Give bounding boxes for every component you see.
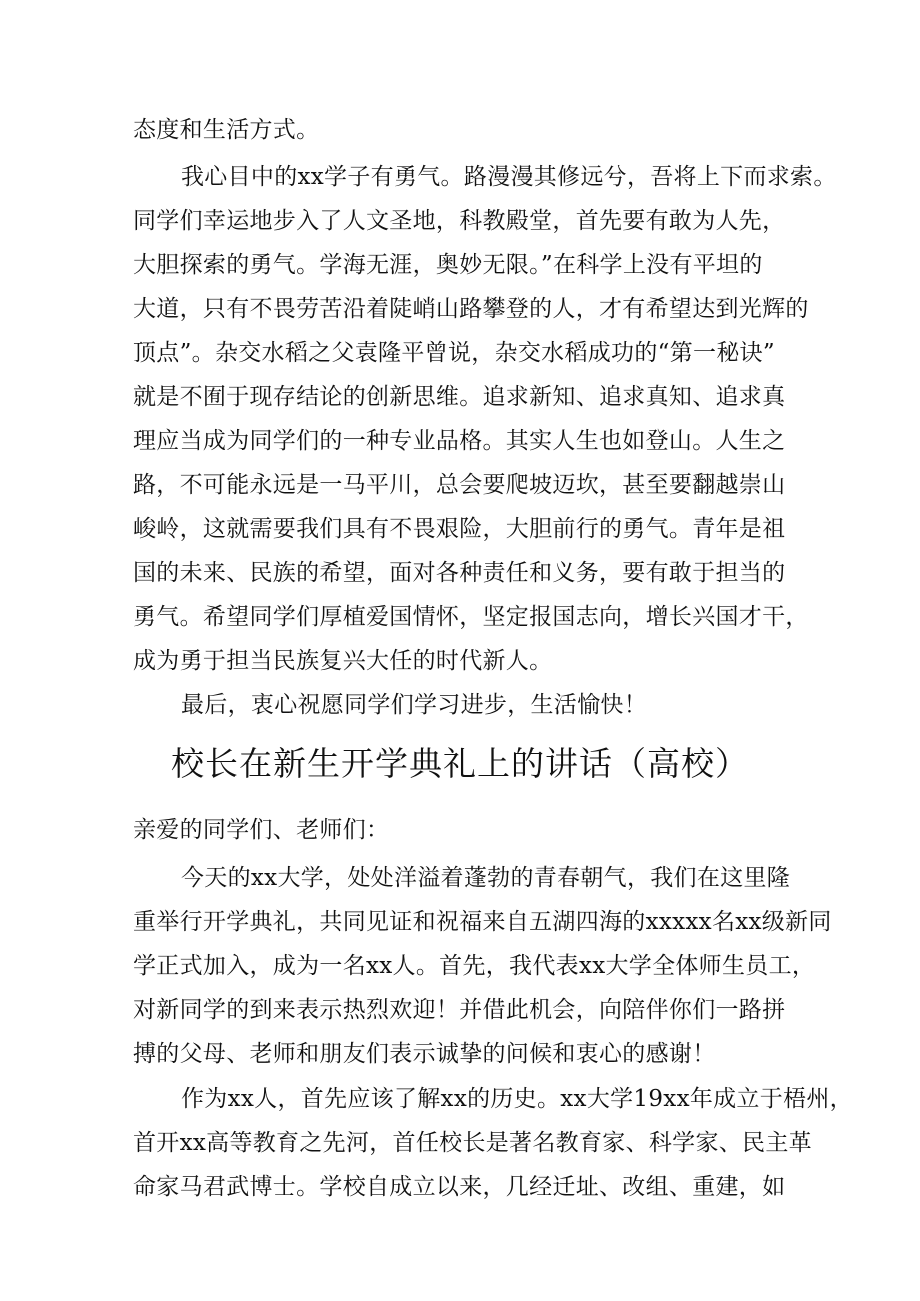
paragraph-line: 大道，只有不畏劳苦沿着陡峭山路攀登的人，才有希望达到光辉的 <box>133 296 809 322</box>
paragraph-line: 作为xx人，首先应该了解xx的历史。xx大学19xx年成立于梧州， <box>181 1086 853 1112</box>
paragraph-line: 我心目中的xx学子有勇气。路漫漫其修远兮，吾将上下而求索。 <box>181 164 837 190</box>
paragraph-line: 理应当成为同学们的一种专业品格。其实人生也如登山。人生之 <box>133 428 786 454</box>
paragraph-line: 最后，衷心祝愿同学们学习进步，生活愉快！ <box>181 692 647 718</box>
paragraph-line: 对新同学的到来表示热烈欢迎！并借此机会，向陪伴你们一路拼 <box>133 997 786 1023</box>
paragraph-line: 今天的xx大学，处处洋溢着蓬勃的青春朝气，我们在这里隆 <box>181 865 791 891</box>
paragraph-line: 首开xx高等教育之先河，首任校长是著名教育家、科学家、民主革 <box>133 1130 812 1156</box>
paragraph-line: 峻岭，这就需要我们具有不畏艰险，大胆前行的勇气。青年是祖 <box>133 516 786 542</box>
paragraph-line: 成为勇于担当民族复兴大任的时代新人。 <box>133 648 553 674</box>
paragraph-line: 顶点”。杂交水稻之父袁隆平曾说，杂交水稻成功的“第一秘诀” <box>133 340 775 366</box>
paragraph-line: 勇气。希望同学们厚植爱国情怀，坚定报国志向，增长兴国才干， <box>133 604 809 630</box>
salutation: 亲爱的同学们、老师们： <box>133 817 390 843</box>
paragraph-line: 就是不囿于现存结论的创新思维。追求新知、追求真知、追求真 <box>133 384 786 410</box>
document-title: 校长在新生开学典礼上的讲话（高校） <box>171 744 749 783</box>
paragraph-line: 路，不可能永远是一马平川，总会要爬坡迈坎，甚至要翻越崇山 <box>133 472 786 498</box>
paragraph-line: 大胆探索的勇气。学海无涯，奥妙无限。”在科学上没有平坦的 <box>133 252 763 278</box>
paragraph-line: 国的未来、民族的希望，面对各种责任和义务，要有敢于担当的 <box>133 560 786 586</box>
paragraph-line: 学正式加入，成为一名xx人。首先，我代表xx大学全体师生员工， <box>133 953 816 979</box>
paragraph-line: 命家马君武博士。学校自成立以来，几经迁址、改组、重建，如 <box>133 1174 786 1200</box>
paragraph-line: 态度和生活方式。 <box>133 117 320 143</box>
paragraph-line: 重举行开学典礼，共同见证和祝福来自五湖四海的xxxxx名xx级新同 <box>133 909 832 935</box>
paragraph-line: 同学们幸运地步入了人文圣地，科教殿堂，首先要有敢为人先， <box>133 208 786 234</box>
paragraph-line: 搏的父母、老师和朋友们表示诚挚的问候和衷心的感谢！ <box>133 1041 716 1067</box>
